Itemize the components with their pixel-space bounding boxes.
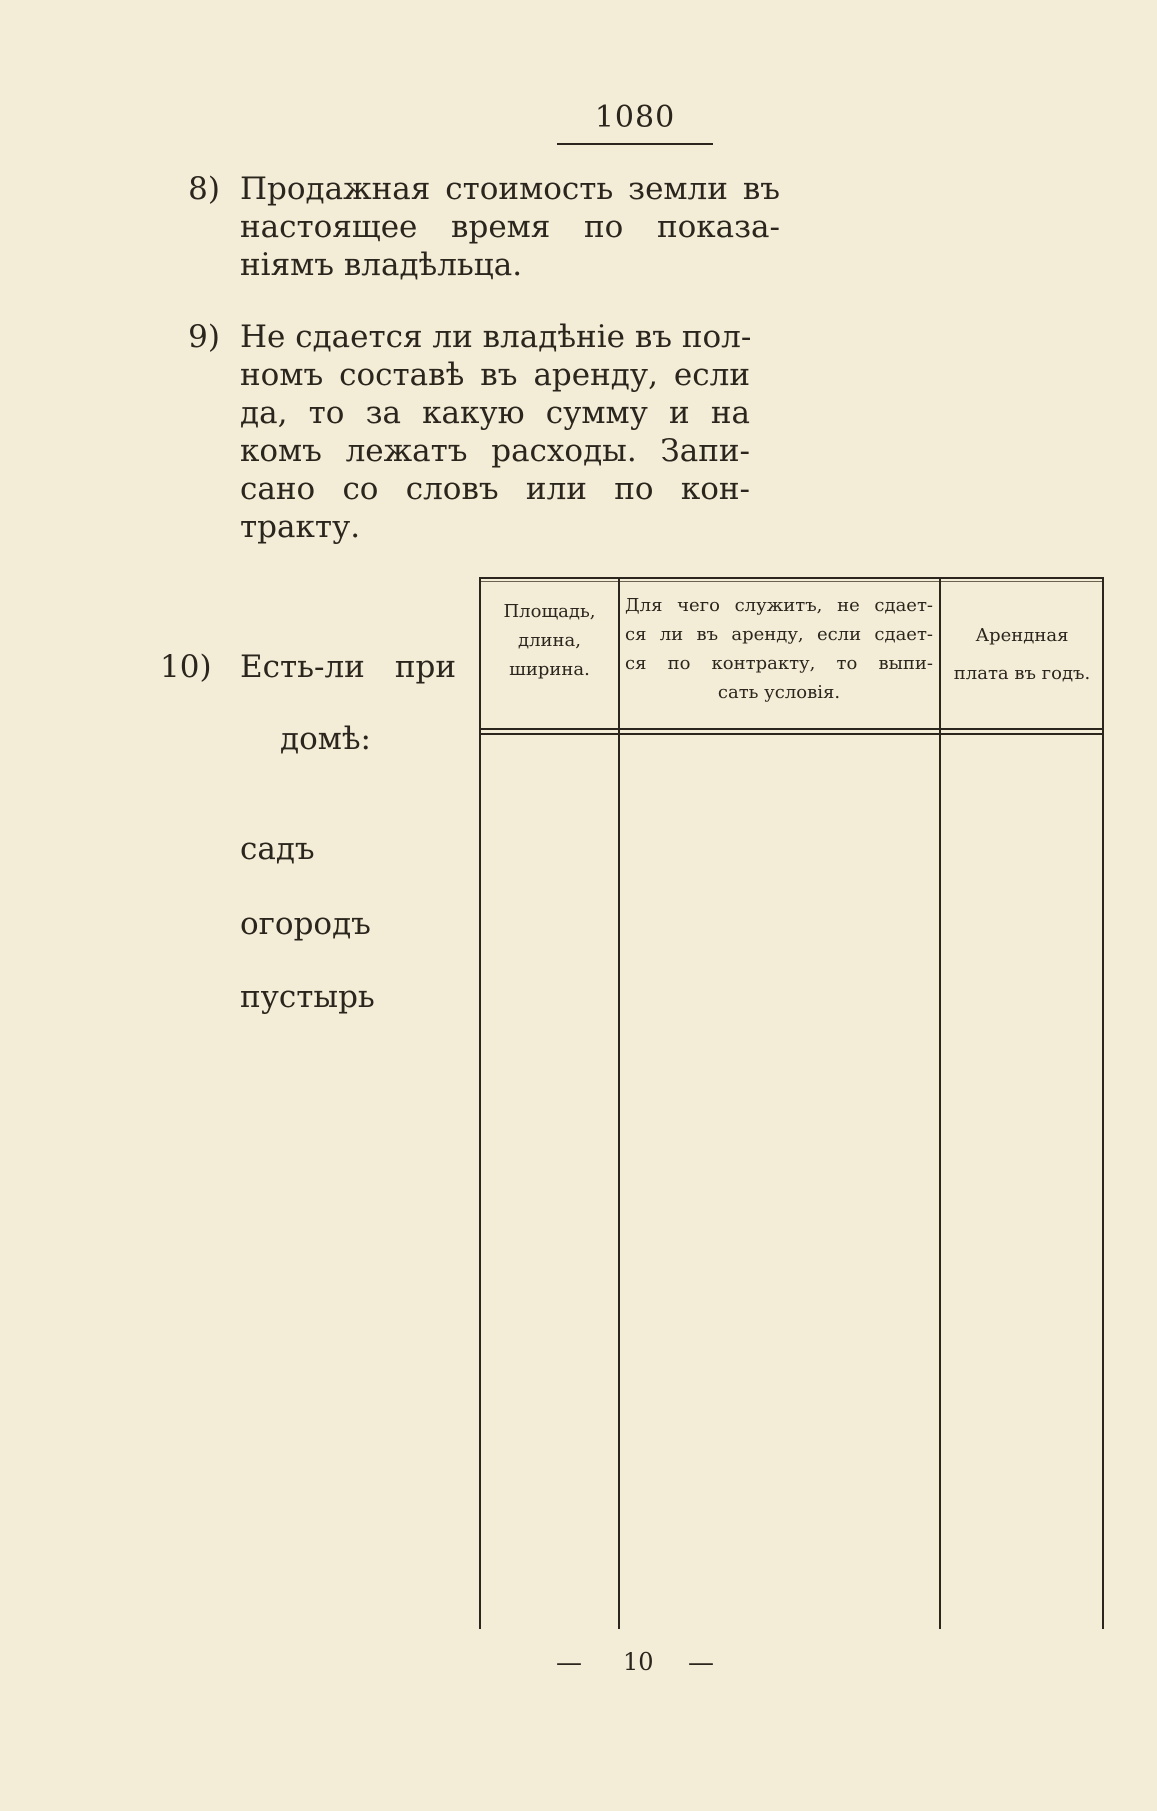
question-line: номъ составѣ въ аренду, если xyxy=(240,357,750,393)
question-line: тракту. xyxy=(240,509,361,545)
question-text xyxy=(240,170,780,284)
column-header-area xyxy=(483,597,616,684)
header-line: длина, xyxy=(518,630,581,651)
table-header-rule-2 xyxy=(479,733,1104,735)
table-right-border xyxy=(1102,577,1104,1629)
table-header-rule xyxy=(479,728,1104,730)
header-line: ся по контракту, то выпи- xyxy=(625,653,933,674)
question-line: Продажная стоимость земли въ xyxy=(240,171,780,207)
item-garden: садъ xyxy=(240,831,315,867)
table-top-rule xyxy=(479,577,1104,579)
question-10-number: 10) xyxy=(160,649,212,685)
table-column-divider xyxy=(618,577,620,1629)
question-line: да, то за какую сумму и на xyxy=(240,395,750,431)
question-10-text-2: домѣ: xyxy=(280,721,372,757)
header-line: плата въ годъ. xyxy=(953,663,1091,684)
header-line: Площадь, xyxy=(503,601,596,622)
item-wasteland: пустырь xyxy=(240,979,375,1015)
header-line: ся ли въ аренду, если сдает- xyxy=(625,624,933,645)
header-line: сать условія. xyxy=(717,682,841,703)
header-line: Арендная xyxy=(975,625,1069,646)
footer-left-dash: — xyxy=(556,1648,582,1678)
question-line: Есть-ли при xyxy=(240,649,456,685)
question-line: комъ лежатъ расходы. Запи- xyxy=(240,433,750,469)
header-line: Для чего служитъ, не сдает- xyxy=(625,595,933,616)
question-line: настоящее время по показа- xyxy=(240,209,780,245)
column-header-purpose xyxy=(625,591,933,707)
question-line: Не сдается ли владѣніе въ пол- xyxy=(240,319,752,355)
question-line: ніямъ владѣльца. xyxy=(240,247,523,283)
page-number-rule xyxy=(557,143,713,145)
table-left-border xyxy=(479,577,481,1629)
item-vegetable-garden: огородъ xyxy=(240,906,371,942)
question-text xyxy=(240,318,750,546)
table-top-rule-2 xyxy=(479,581,1104,582)
header-line: ширина. xyxy=(509,659,590,680)
property-table xyxy=(479,577,1104,1629)
question-line: сано со словъ или по кон- xyxy=(240,471,750,507)
footer-right-dash: — xyxy=(688,1648,714,1678)
column-header-rent xyxy=(944,617,1100,693)
page-number: 1080 xyxy=(594,100,676,135)
question-10-text xyxy=(240,648,456,686)
table-column-divider xyxy=(939,577,941,1629)
signature-mark: 10 xyxy=(623,1648,654,1676)
question-number: 8) xyxy=(188,171,220,207)
question-number: 9) xyxy=(188,319,220,355)
